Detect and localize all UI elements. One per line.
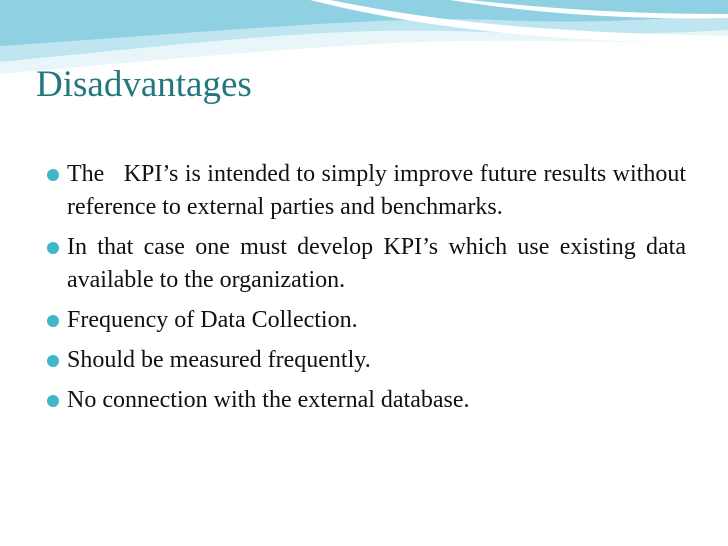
bullet-text: No connection with the external database. — [67, 387, 470, 413]
bullet-text: Frequency of Data Collection. — [67, 307, 358, 333]
bullet-text: The KPI’s is intended to simply improve future results without reference to external parties and benchmarks. — [67, 161, 686, 220]
bullet-dot-icon — [47, 315, 59, 327]
bullet-item — [46, 384, 686, 417]
bullet-item — [46, 158, 686, 224]
slide-title: Disadvantages — [36, 64, 252, 105]
bullet-text: In that case one must develop KPI’s which use existing data available to the organization. — [67, 234, 686, 293]
bullet-dot-icon — [47, 395, 59, 407]
bullet-item — [46, 231, 686, 297]
bullet-dot-icon — [47, 169, 59, 181]
bullet-item — [46, 304, 686, 337]
bullet-text: Should be measured frequently. — [67, 347, 371, 373]
bullet-dot-icon — [47, 355, 59, 367]
bullet-dot-icon — [47, 242, 59, 254]
bullet-list — [46, 158, 686, 424]
bullet-item — [46, 344, 686, 377]
